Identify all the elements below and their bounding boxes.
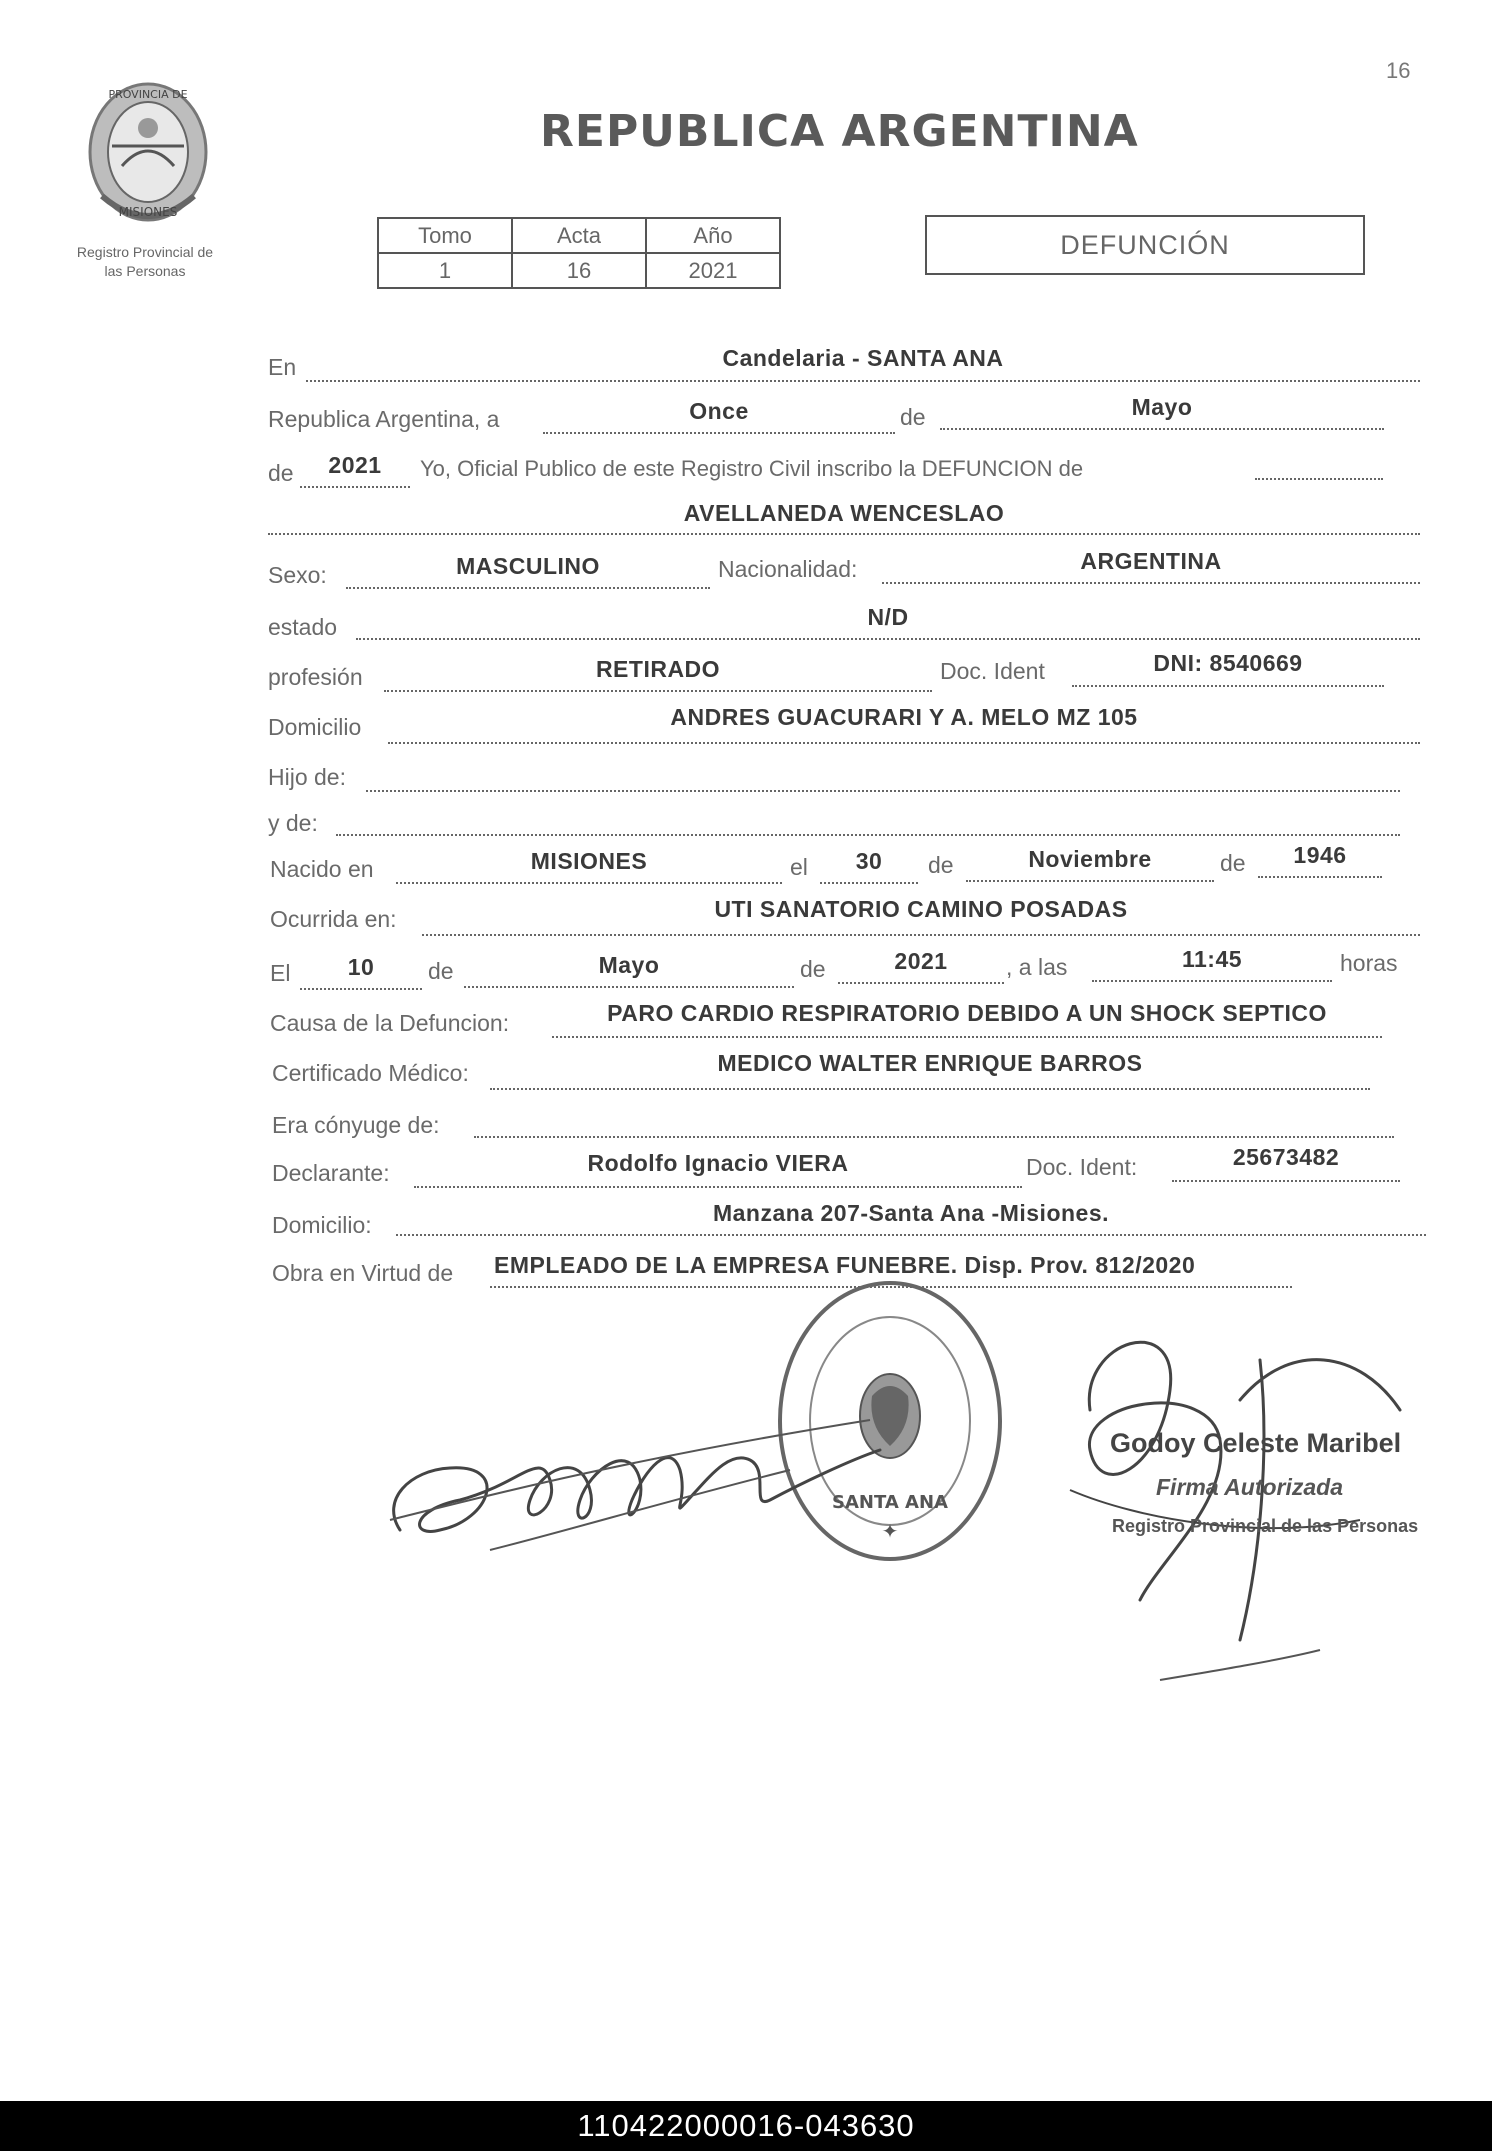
value-deceased-name: AVELLANEDA WENCESLAO <box>683 500 1005 526</box>
registry-label <box>40 243 250 281</box>
label-address: Domicilio <box>268 714 362 740</box>
value-id-document: DNI: 8540669 <box>1153 650 1303 676</box>
value-birth-place: MISIONES <box>530 848 648 874</box>
label-at-time: , a las <box>1006 954 1068 980</box>
label-de: de <box>428 958 454 984</box>
record-type-box: DEFUNCIÓN <box>925 215 1365 275</box>
label-child-of: Hijo de: <box>268 764 346 790</box>
label-hours: horas <box>1340 950 1398 976</box>
value-medical-certificate: MEDICO WALTER ENRIQUE BARROS <box>717 1050 1143 1076</box>
label-republica: Republica Argentina, a <box>268 406 500 432</box>
fill-line <box>336 804 1400 836</box>
value-death-month: Mayo <box>598 952 660 978</box>
label-profession: profesión <box>268 664 363 690</box>
label-de: de <box>900 404 926 430</box>
label-de: de <box>268 460 294 486</box>
value-acting-under: EMPLEADO DE LA EMPRESA FUNEBRE. Disp. Prov. 812/2020 <box>494 1252 1196 1278</box>
label-acting-under: Obra en Virtud de <box>272 1260 454 1286</box>
record-number-table <box>377 217 781 289</box>
label-el: el <box>790 854 808 880</box>
value-registration-year: 2021 <box>328 452 382 478</box>
label-id-document: Doc. Ident <box>940 658 1045 684</box>
label-de: de <box>800 956 826 982</box>
value-acta: 16 <box>512 253 646 288</box>
header-tomo: Tomo <box>378 218 512 253</box>
label-de: de <box>1220 850 1246 876</box>
svg-text:MISIONES: MISIONES <box>118 205 178 219</box>
fill-line <box>474 1106 1394 1138</box>
value-sex: MASCULINO <box>456 553 600 579</box>
registry-line-2: las Personas <box>104 263 186 279</box>
label-de: de <box>928 852 954 878</box>
value-birth-month: Noviembre <box>1028 846 1152 872</box>
value-civil-status: N/D <box>867 604 909 630</box>
label-en: En <box>268 354 297 380</box>
value-profession: RETIRADO <box>595 656 721 682</box>
document-code-footer: 110422000016-043630 <box>0 2101 1492 2151</box>
value-birth-day: 30 <box>855 848 883 874</box>
declarant-signature <box>370 1380 890 1570</box>
label-declarant-id: Doc. Ident: <box>1026 1154 1138 1180</box>
authorized-signer-name: Godoy Celeste Maribel <box>1110 1428 1402 1458</box>
value-nationality: ARGENTINA <box>1080 548 1222 574</box>
label-statement: Yo, Oficial Publico de este Registro Civil inscribo la DEFUNCION de <box>420 456 1084 481</box>
label-born-in: Nacido en <box>270 856 374 882</box>
label-declarant: Declarante: <box>272 1160 390 1186</box>
label-sex: Sexo: <box>268 562 327 588</box>
provincial-crest-logo <box>82 76 214 228</box>
label-medical-certificate: Certificado Médico: <box>272 1060 469 1086</box>
value-declarant: Rodolfo Ignacio VIERA <box>587 1150 849 1176</box>
fill-line <box>366 760 1400 792</box>
value-registration-month: Mayo <box>1131 394 1193 420</box>
document-title: REPUBLICA ARGENTINA <box>540 106 1139 157</box>
label-occurred-in: Ocurrida en: <box>270 906 397 932</box>
label-and-of: y de: <box>268 810 318 836</box>
value-cause-of-death: PARO CARDIO RESPIRATORIO DEBIDO A UN SHOCK SEPTICO <box>607 1000 1327 1026</box>
page-number: 16 <box>1386 58 1411 83</box>
registry-line-1: Registro Provincial de <box>76 244 214 260</box>
label-nationality: Nacionalidad: <box>718 556 858 582</box>
value-anio: 2021 <box>646 253 780 288</box>
label-civil-status: estado <box>268 614 338 640</box>
value-death-day: 10 <box>347 954 375 980</box>
value-tomo: 1 <box>378 253 512 288</box>
authorized-signer-role: Firma Autorizada <box>1156 1474 1344 1500</box>
value-occurred-in: UTI SANATORIO CAMINO POSADAS <box>714 896 1128 922</box>
svg-text:PROVINCIA DE: PROVINCIA DE <box>108 88 188 101</box>
label-declarant-address: Domicilio: <box>272 1212 372 1238</box>
header-anio: Año <box>646 218 780 253</box>
label-spouse-of: Era cónyuge de: <box>272 1112 440 1138</box>
fill-line <box>1255 448 1383 480</box>
value-place: Candelaria - SANTA ANA <box>722 345 1004 371</box>
value-registration-day: Once <box>689 398 749 424</box>
stamp-center-text: SANTA ANA <box>832 1492 948 1513</box>
value-declarant-id: 25673482 <box>1232 1144 1340 1170</box>
header-acta: Acta <box>512 218 646 253</box>
label-cause-of-death: Causa de la Defuncion: <box>270 1010 510 1036</box>
authorized-signer-org: Registro Provincial de las Personas <box>1112 1516 1419 1536</box>
value-birth-year: 1946 <box>1293 842 1347 868</box>
label-el: El <box>270 960 291 986</box>
svg-text:✦: ✦ <box>881 1519 899 1543</box>
value-declarant-address: Manzana 207-Santa Ana -Misiones. <box>712 1200 1110 1226</box>
value-death-year: 2021 <box>894 948 948 974</box>
value-address: ANDRES GUACURARI Y A. MELO MZ 105 <box>670 704 1138 730</box>
value-death-time: 11:45 <box>1181 946 1243 972</box>
